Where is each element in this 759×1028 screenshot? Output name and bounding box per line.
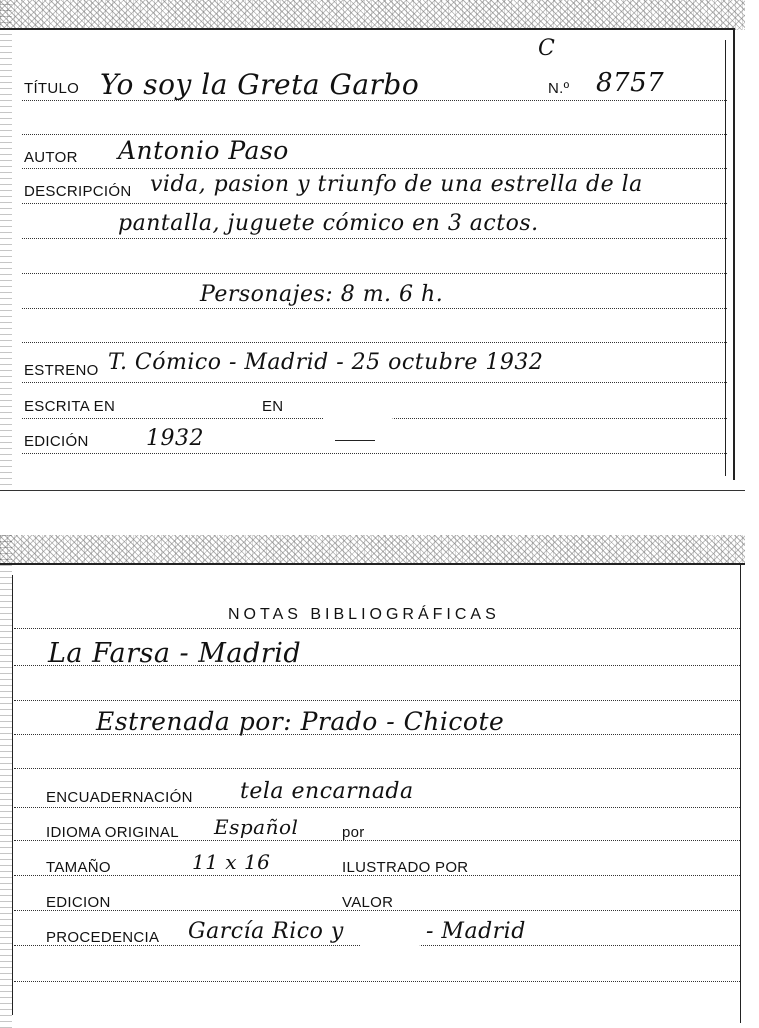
ilustrado-label: ILUSTRADO POR (342, 859, 469, 876)
ruled-line (22, 238, 727, 239)
ruled-line (22, 342, 727, 343)
note-line-2: Estrenada por: Prado - Chicote (96, 707, 505, 736)
tamano-value: 11 x 16 (192, 850, 271, 874)
autor-value: Antonio Paso (118, 136, 289, 165)
card-right-border (733, 28, 735, 480)
descripcion-label: DESCRIPCIÓN (24, 183, 132, 200)
notas-heading: NOTAS BIBLIOGRÁFICAS (228, 606, 500, 623)
numero-value: 8757 (596, 68, 665, 98)
idioma-value: Español (214, 815, 299, 839)
erased-stroke (335, 440, 375, 441)
idioma-label: IDIOMA ORIGINAL (46, 824, 179, 841)
encuadernacion-label: ENCUADERNACIÓN (46, 789, 193, 806)
tamano-label: TAMAÑO (46, 859, 111, 876)
autor-label: AUTOR (24, 149, 78, 166)
descripcion-line2: pantalla, juguete cómico en 3 actos. (118, 211, 539, 236)
card-top-border (0, 563, 745, 565)
valor-label: VALOR (342, 894, 394, 911)
ruled-line (14, 700, 740, 701)
ruled-line (14, 807, 740, 808)
card-edge-texture (0, 535, 745, 565)
ruled-line (22, 203, 727, 204)
procedencia-label: PROCEDENCIA (46, 929, 160, 946)
card-edge-texture-left (0, 535, 12, 1028)
numero-label: N.º (548, 80, 570, 97)
ruled-line (14, 628, 740, 629)
card-edge-texture-left (0, 0, 12, 485)
ruled-line (22, 273, 727, 274)
erased-area (360, 918, 420, 968)
titulo-label: TÍTULO (24, 80, 80, 97)
note-line-1: La Farsa - Madrid (48, 638, 302, 669)
card-left-border (12, 575, 13, 1015)
titulo-value: Yo soy la Greta Garbo (100, 68, 420, 101)
ruled-line (22, 453, 727, 454)
erased-area (322, 388, 394, 436)
ruled-line (22, 308, 727, 309)
ruled-line (22, 382, 727, 383)
estreno-label: ESTRENO (24, 362, 99, 379)
descripcion-line1: vida, pasion y triunfo de una estrella de la (150, 172, 643, 197)
ruled-line (14, 768, 740, 769)
card-inner-border (725, 40, 726, 476)
por-label: por (342, 824, 365, 841)
card-edge-texture (0, 0, 745, 30)
catalog-card-front (0, 0, 745, 485)
ruled-line (22, 134, 727, 135)
number-mark: C (538, 36, 556, 61)
card-right-border (740, 563, 741, 1023)
edicion-label: EDICION (46, 894, 111, 911)
encuadernacion-value: tela encarnada (240, 779, 414, 804)
personajes-value: Personajes: 8 m. 6 h. (200, 282, 444, 307)
escrita-en-label: ESCRITA EN (24, 398, 116, 415)
ruled-line (14, 981, 740, 982)
procedencia-value-2: - Madrid (426, 919, 526, 944)
card-top-border (0, 28, 735, 30)
edicion-value: 1932 (146, 426, 204, 451)
procedencia-value-1: García Rico y (188, 919, 344, 944)
en-label: EN (262, 398, 284, 415)
catalog-card-back (0, 535, 745, 1028)
edicion-label: EDICIÓN (24, 433, 89, 450)
estreno-value: T. Cómico - Madrid - 25 octubre 1932 (108, 350, 544, 375)
ruled-line (22, 168, 727, 169)
card-separator (0, 490, 745, 491)
